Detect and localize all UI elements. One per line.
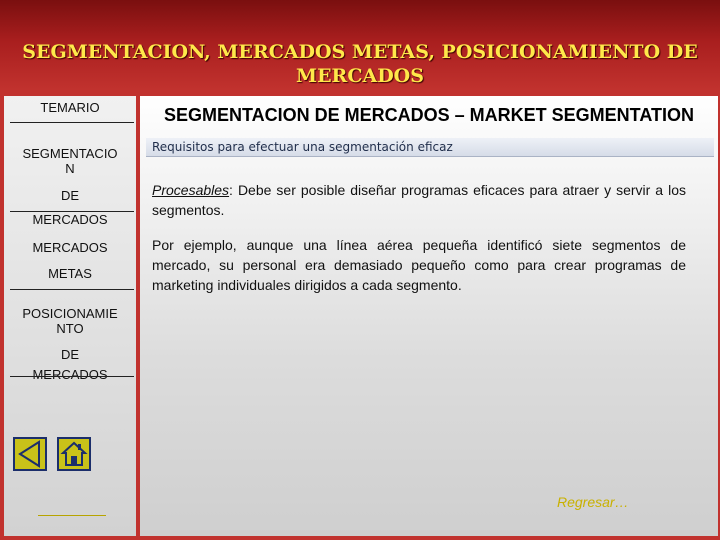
menu-item-label: MERCADOS	[32, 240, 108, 255]
regresar-link[interactable]: Regresar…	[557, 494, 629, 510]
section-title: SEGMENTACION DE MERCADOS – MARKET SEGMENTATION	[163, 105, 694, 125]
divider	[10, 211, 134, 212]
temario-heading: TEMARIO	[40, 100, 100, 115]
requisitos-label: Requisitos para efectuar una segmentación eficaz	[152, 140, 453, 154]
footer-link-underline[interactable]	[38, 515, 106, 516]
slide-title: SEGMENTACION, MERCADOS METAS, POSICIONAMIENTO DE MERCADOS	[22, 41, 698, 87]
home-icon	[59, 439, 89, 469]
menu-item-label: NTO	[56, 321, 84, 336]
home-button[interactable]	[57, 437, 91, 471]
divider	[10, 122, 134, 123]
menu-item-label: MERCADOS	[32, 367, 108, 382]
menu-item-posicionamiento[interactable]	[4, 306, 136, 382]
triangle-left-icon	[15, 439, 45, 469]
back-button[interactable]	[13, 437, 47, 471]
paragraph-example: Por ejemplo, aunque una línea aérea pequeña identificó siete segmentos de mercado, su personal era demasiado pequeño como para crear programas de marketing individuales dirigidos a cada segmento.	[152, 237, 686, 293]
menu-item-label: DE	[60, 347, 80, 362]
menu-item-label: DE	[60, 188, 80, 203]
menu-item-label: POSICIONAMIE	[22, 306, 118, 321]
content-panel	[140, 96, 718, 536]
menu-item-mercados-metas[interactable]	[4, 240, 136, 281]
menu-item-label: N	[65, 161, 75, 176]
menu-item-label: MERCADOS	[32, 212, 108, 227]
menu-item-segmentacion[interactable]	[4, 146, 136, 227]
menu-item-label: METAS	[48, 266, 92, 281]
term-procesables: Procesables	[152, 182, 230, 198]
menu-item-label: SEGMENTACIO	[22, 146, 118, 161]
paragraph-procesables	[152, 180, 686, 220]
divider	[10, 376, 134, 377]
requisitos-header	[146, 138, 714, 157]
paragraph-text: : Debe ser posible diseñar programas eficaces para atraer y servir a los segmentos.	[152, 182, 686, 218]
divider	[10, 289, 134, 290]
